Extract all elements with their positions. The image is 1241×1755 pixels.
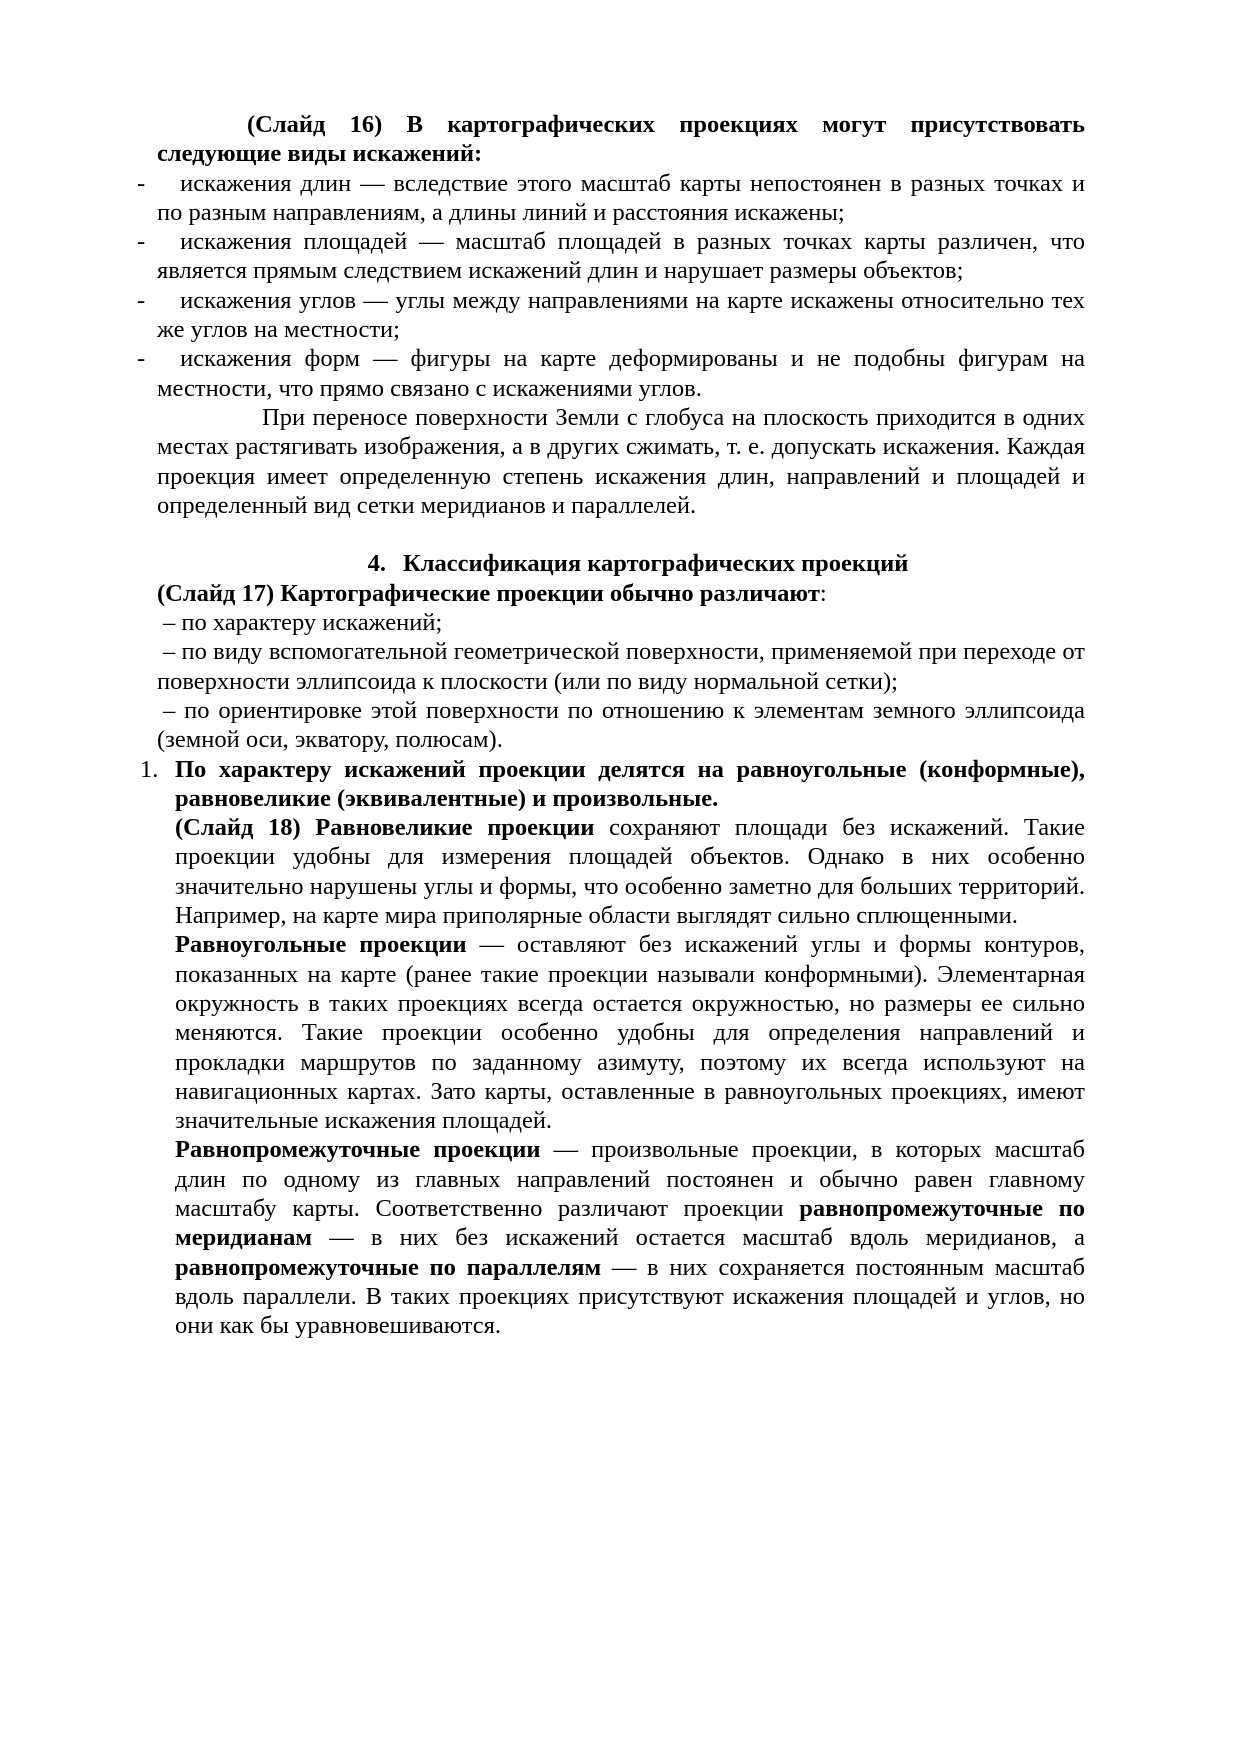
dash-item	[157, 637, 1085, 696]
bullet-item	[137, 227, 1085, 286]
text-run: – по ориентировке этой поверхности по отношению к элементам земного эллипсоида (земной оси, экватору, полюсам).	[157, 696, 1085, 754]
section-heading	[157, 549, 1085, 578]
paragraph-lead	[157, 579, 1085, 608]
text-run-bold: равнопромежуточные по меридианам	[175, 1194, 1085, 1252]
text-run: сохраняют площади без искажений. Такие проекции удобны для измерения площадей объектов. Однако в них особенно значительно нарушены углы и формы, что особенно заметно для больших территорий. Например, на карте мира приполярные области выглядят сильно сплющенными.	[175, 814, 1085, 930]
bullet-item	[137, 286, 1085, 345]
text-run: — произвольные проекции, в которых масштаб длин по одному из главных направлений постоянен и обычно равен главному масштабу карты. Соответственно различают проекции	[175, 1136, 1085, 1222]
paragraph-body	[157, 403, 1085, 520]
text-run: — в них сохраняется постоянным масштаб вдоль параллели. В таких проекциях присутствуют искажения площадей и углов, но они как бы уравновешиваются.	[175, 1253, 1085, 1340]
bullet-item	[137, 344, 1085, 403]
text-run: — оставляют без искажений углы и формы контуров, показанных на карте (ранее такие проекции называли конформными). Элементарная окружность в таких проекциях всегда остается окружностью, но размеры ее сильно меняются. Такие проекции особенно удобны для определения направлений и прокладки маршрутов по заданному азимуту, поэтому их всегда используют на навигационных картах. Зато карты, оставленные в равноугольных проекциях, имеют значительные искажения площадей.	[175, 931, 1085, 1135]
text-run-bold: (Слайд 18) Равновеликие проекции	[175, 814, 595, 842]
text-run: :	[819, 579, 827, 607]
text-run: – по характеру искажений;	[163, 609, 443, 637]
text-run-bold: (Слайд 17) Картографические проекции обычно различают	[157, 579, 820, 607]
text-run-bold: Равноугольные проекции	[175, 931, 467, 959]
paragraph-slide-note	[157, 110, 1085, 169]
numbered-item	[140, 755, 1085, 814]
text-run: искажения длин — вследствие этого масштаб карты непостоянен в разных точках и по разным направлениям, а длины линий и расстояния искажены;	[157, 169, 1085, 226]
bullet-marker: -	[137, 228, 146, 256]
text-run-bold: Равнопромежуточные проекции	[175, 1136, 541, 1164]
bullet-marker: -	[137, 169, 146, 197]
dash-item	[157, 696, 1085, 755]
list-number: 1.	[140, 755, 159, 783]
bullet-marker: -	[137, 345, 146, 373]
heading-number: 4.	[367, 550, 386, 578]
text-run: – по виду вспомогательной геометрической поверхности, применяемой при переходе от поверхности эллипсоида к плоскости (или по виду нормальной сетки);	[157, 638, 1085, 695]
text-run-bold: По характеру искажений проекции делятся на равноугольные (конформные), равновеликие (эквивалентные) и произвольные.	[175, 755, 1085, 812]
heading-title: Классификация картографических проекций	[402, 550, 909, 578]
text-run-bold: (Слайд 16) В картографических проекциях могут присутствовать следующие виды искажений:	[157, 111, 1085, 168]
document-body	[137, 110, 1085, 1340]
paragraph-list-continuation	[175, 813, 1085, 930]
text-run: искажения форм — фигуры на карте деформированы и не подобны фигурам на местности, что прямо связано с искажениями углов.	[157, 345, 1085, 402]
paragraph-list-continuation	[175, 930, 1085, 1135]
dash-item	[157, 608, 1085, 637]
text-run: искажения углов — углы между направлениями на карте искажены относительно тех же углов на местности;	[157, 286, 1085, 344]
text-run: При переносе поверхности Земли с глобуса на плоскость приходится в одних местах растягивать изображения, а в других сжимать, т. е. допускать искажения. Каждая проекция имеет определенную степень искажения длин, направлений и площадей и определенный вид сетки меридианов и параллелей.	[157, 403, 1085, 519]
text-run: — в них без искажений остается масштаб вдоль меридианов, а	[312, 1224, 1085, 1252]
text-run: искажения площадей — масштаб площадей в разных точках карты различен, что является прямым следствием искажений длин и нарушает размеры объектов;	[157, 228, 1085, 285]
paragraph-list-continuation	[175, 1135, 1085, 1340]
bullet-item	[137, 169, 1085, 228]
bullet-marker: -	[137, 286, 146, 314]
text-run-bold: равнопромежуточные по параллелям	[175, 1253, 602, 1281]
blank-line	[157, 520, 1085, 549]
